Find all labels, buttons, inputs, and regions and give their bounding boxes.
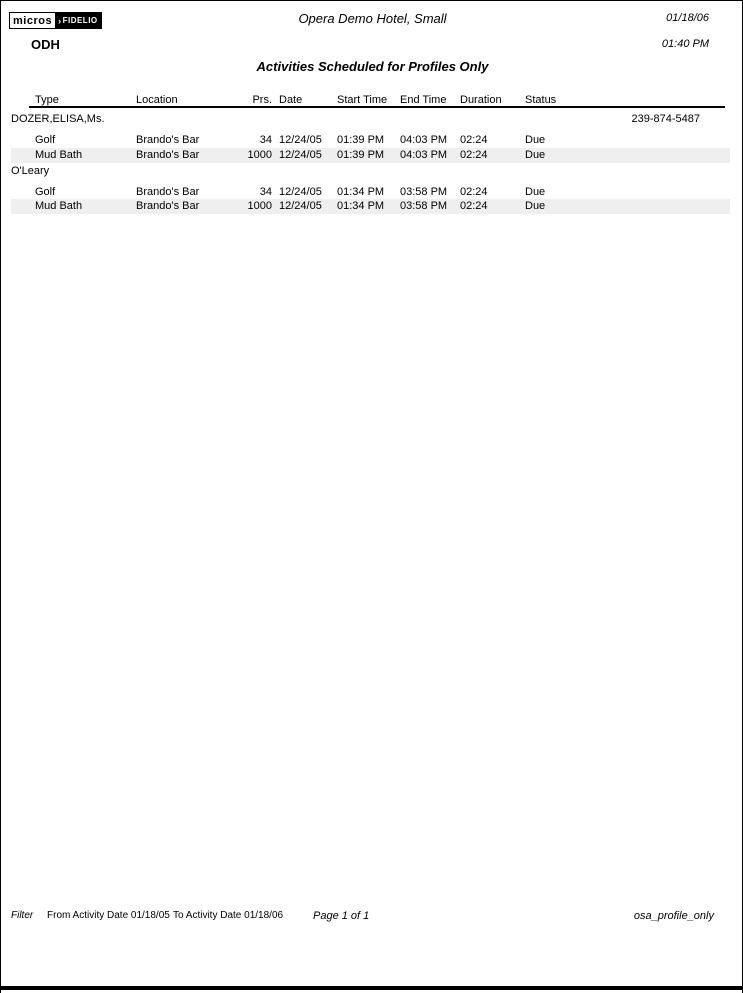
column-header-duration: Duration	[460, 94, 502, 106]
cell-location: Brando's Bar	[136, 200, 200, 212]
cell-date: 12/24/05	[279, 186, 322, 198]
logo-arrow-icon: ›	[58, 15, 62, 26]
column-header-start-time: Start Time	[337, 94, 388, 106]
profile-phone: 239-874-5487	[631, 113, 700, 125]
column-header-location: Location	[136, 94, 178, 106]
cell-type: Golf	[35, 134, 56, 146]
cell-duration: 02:24	[460, 134, 488, 146]
hotel-name: Opera Demo Hotel, Small	[298, 11, 447, 26]
cell-start-time: 01:39 PM	[337, 149, 385, 161]
report-footer	[1, 909, 743, 923]
column-header-date: Date	[279, 94, 303, 106]
cell-location: Brando's Bar	[136, 186, 200, 198]
cell-prs: 34	[259, 186, 272, 198]
cell-type: Golf	[35, 186, 56, 198]
cell-location: Brando's Bar	[136, 134, 200, 146]
table-row	[1, 199, 743, 213]
cell-start-time: 01:34 PM	[337, 200, 385, 212]
column-header-end-time: End Time	[400, 94, 447, 106]
header-rule	[29, 106, 725, 108]
cell-status: Due	[525, 186, 546, 198]
cell-prs: 1000	[247, 200, 272, 212]
profile-name: O'Leary	[11, 165, 50, 177]
cell-prs: 1000	[247, 149, 272, 161]
cell-date: 12/24/05	[279, 200, 322, 212]
cell-location: Brando's Bar	[136, 149, 200, 161]
to-activity-date: To Activity Date 01/18/06	[173, 910, 284, 921]
print-time: 01:40 PM	[661, 38, 709, 50]
cell-status: Due	[525, 200, 546, 212]
cell-start-time: 01:34 PM	[337, 186, 385, 198]
cell-prs: 34	[259, 134, 272, 146]
cell-status: Due	[525, 149, 546, 161]
page-indicator: Page 1 of 1	[313, 910, 370, 922]
table-row	[1, 133, 743, 147]
cell-end-time: 03:58 PM	[400, 186, 448, 198]
filter-label: Filter	[11, 910, 34, 921]
from-activity-date: From Activity Date 01/18/05	[47, 910, 170, 921]
cell-duration: 02:24	[460, 149, 488, 161]
column-header-status: Status	[525, 94, 557, 106]
group-header-row	[1, 112, 743, 126]
report-title: Activities Scheduled for Profiles Only	[256, 59, 489, 74]
report-file-name: osa_profile_only	[633, 910, 714, 922]
table-row	[1, 148, 743, 162]
cell-end-time: 04:03 PM	[400, 134, 448, 146]
cell-status: Due	[525, 134, 546, 146]
profile-name: DOZER,ELISA,Ms.	[11, 113, 105, 125]
property-code: ODH	[31, 37, 60, 52]
page-bottom-rule	[1, 986, 743, 990]
cell-date: 12/24/05	[279, 134, 322, 146]
table-header-row	[1, 93, 743, 107]
cell-type: Mud Bath	[35, 149, 83, 161]
cell-date: 12/24/05	[279, 149, 322, 161]
cell-start-time: 01:39 PM	[337, 134, 385, 146]
column-header-type: Type	[35, 94, 59, 106]
cell-duration: 02:24	[460, 200, 488, 212]
fidelio-logo-text: FIDELIO	[62, 16, 98, 25]
table-row	[1, 185, 743, 199]
cell-type: Mud Bath	[35, 200, 83, 212]
micros-logo-text: micros	[9, 12, 56, 29]
print-date: 01/18/06	[666, 12, 709, 24]
column-header-prs: Prs.	[252, 94, 272, 106]
group-header-row	[1, 164, 743, 178]
cell-end-time: 03:58 PM	[400, 200, 448, 212]
cell-duration: 02:24	[460, 186, 488, 198]
cell-end-time: 04:03 PM	[400, 149, 448, 161]
